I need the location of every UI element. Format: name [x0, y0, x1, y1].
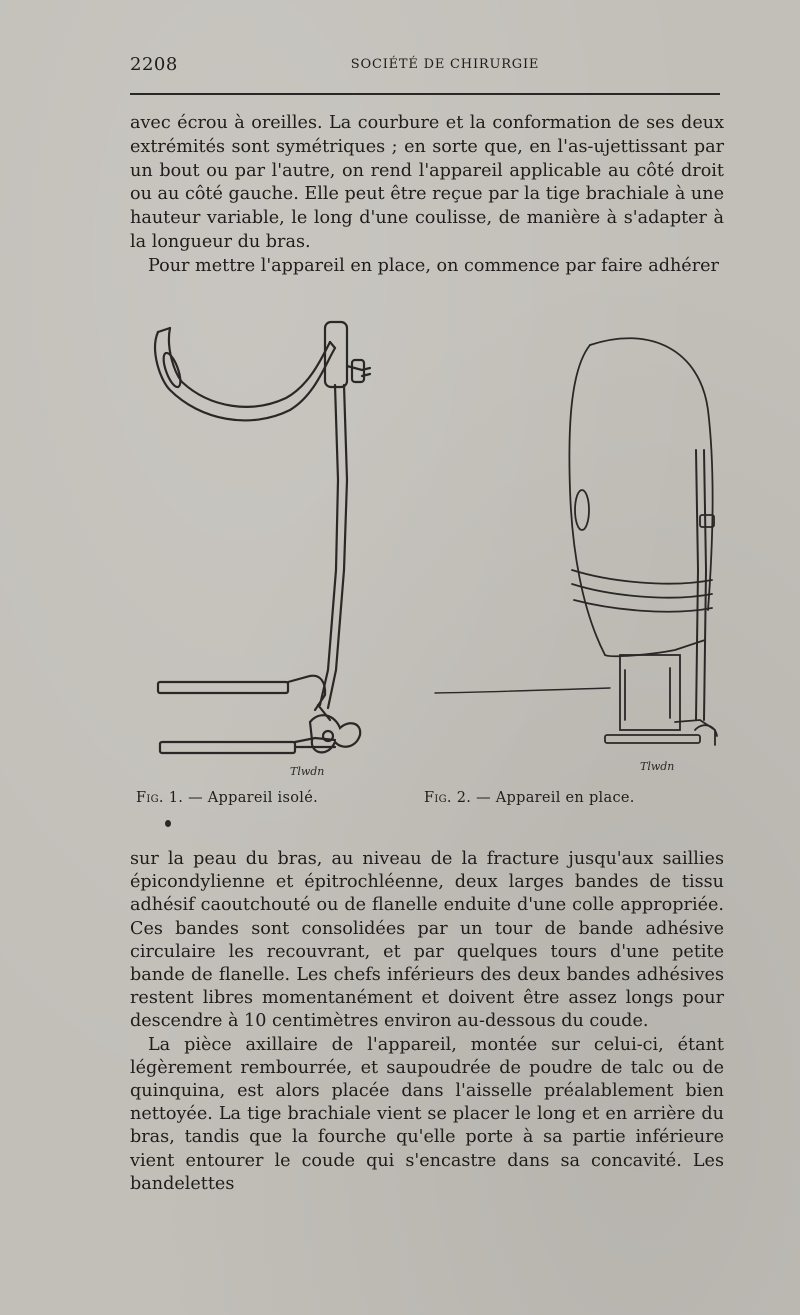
paragraph: avec écrou à oreilles. La courbure et la conformation de ses deux extrémités sont symétriques ; en sorte que, en l'as-ujettissant par un bout ou par l'autre, on rend l'appareil applicable au côté droit ou au côté gauche. Elle peut être reçue par la tige brachiale à une hauteur variable, le long d'une coulisse, de manière à s'adapter à la longueur du bras.	[130, 113, 724, 252]
fig2-signature: Tlwdn	[640, 760, 675, 773]
fig1-caption-text: — Appareil isolé.	[183, 790, 318, 806]
fig1-signature: Tlwdn	[290, 765, 325, 778]
page-number: 2208	[130, 54, 178, 75]
fig1-apparatus-drawing	[155, 322, 370, 753]
fig2-caption-text: — Appareil en place.	[471, 790, 635, 806]
fig2-caption-label: Fig. 2.	[424, 790, 472, 806]
paragraph: La pièce axillaire de l'appareil, montée sur celui-ci, étant légèrement rembourrée, et saupoudrée de poudre de talc ou de quinquina, est alors placée dans l'aisselle préalablement bien nettoyée. La tige brachiale vient se placer le long et en arrière du bras, tandis que la fourche qu'elle porte à sa partie inférieure vient entourer le coude qui s'encastre dans sa concavité. Les bandelettes	[130, 1034, 724, 1194]
figures-area	[130, 310, 730, 780]
figure-illustrations	[130, 310, 730, 780]
journal-title: SOCIÉTÉ DE CHIRURGIE	[350, 57, 540, 72]
ink-dot	[165, 820, 171, 827]
figure-2-caption	[424, 790, 635, 806]
fig1-caption-label: Fig. 1.	[136, 790, 184, 806]
paragraph: sur la peau du bras, au niveau de la fracture jusqu'aux saillies épicondylienne et épitrochléenne, deux larges bandes de tissu adhésif caoutchouté ou de flanelle enduite d'une colle appropriée. Ces bandes sont consolidées par un tour de bande adhésive circulaire les recouvrant, et par quelques tours d'une petite bande de flanelle. Les chefs inférieurs des deux bandes adhésives restent libres momentanément et doivent être assez longs pour descendre à 10 centimètres environ au-dessous du coude.	[130, 849, 724, 1032]
running-head	[130, 54, 720, 80]
header-rule	[130, 93, 720, 95]
fig2-arm-drawing	[435, 338, 717, 745]
paragraph: Pour mettre l'appareil en place, on commence par faire adhérer	[148, 255, 719, 276]
body-text-top	[130, 112, 724, 279]
figure-1-caption	[136, 790, 318, 806]
body-text-bottom	[130, 848, 724, 1196]
